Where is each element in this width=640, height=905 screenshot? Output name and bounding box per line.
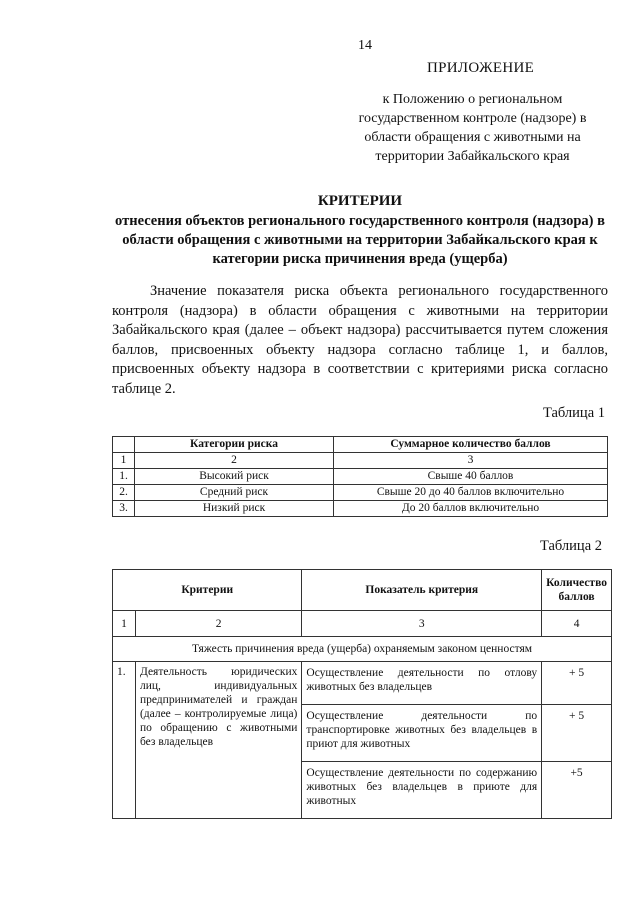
numbering-row: [113, 453, 608, 469]
table-cell: Свыше 40 баллов: [334, 469, 608, 485]
table-cell: До 20 баллов включительно: [334, 501, 608, 517]
table-cell: 1: [113, 453, 135, 469]
table1-caption: Таблица 1: [542, 405, 605, 421]
table-row: [113, 662, 612, 705]
header-cell: Критерии: [113, 570, 302, 611]
points-cell: +5: [542, 762, 612, 819]
table-header-row: [113, 437, 608, 453]
section-cell: Тяжесть причинения вреда (ущерба) охраняемым законом ценностям: [113, 637, 612, 662]
table2-caption: Таблица 2: [539, 538, 602, 554]
table-row: [113, 469, 608, 485]
points-cell: + 5: [542, 705, 612, 762]
indicator-cell: Осуществление деятельности по отлову животных без владельцев: [302, 662, 542, 705]
header-cell: Категории риска: [135, 437, 334, 453]
table-cell: 1.: [113, 469, 135, 485]
numbering-row: [113, 611, 612, 637]
row-number-cell: 1.: [113, 662, 136, 819]
header-cell: [113, 437, 135, 453]
table-cell: 4: [542, 611, 612, 637]
table-cell: 3.: [113, 501, 135, 517]
table-cell: Низкий риск: [135, 501, 334, 517]
table-cell: 2: [135, 611, 301, 637]
table-cell: 3: [334, 453, 608, 469]
table-row: [113, 501, 608, 517]
indicator-cell: Осуществление деятельности по содержанию животных без владельцев в приюте для животных: [302, 762, 542, 819]
criteria-subtitle: отнесения объектов регионального государственного контроля (надзора) в области обращения с животными на территории Забайкальского края к категории риска причинения вреда (ущерба): [115, 213, 605, 267]
criteria-title: КРИТЕРИИ: [317, 193, 403, 209]
table-header-row: [113, 570, 612, 611]
table-cell: Высокий риск: [135, 469, 334, 485]
table-cell: 2: [135, 453, 334, 469]
page-number: 14: [358, 38, 372, 53]
indicator-cell: Осуществление деятельности по транспортировке животных без владельцев в приют для животных: [302, 705, 542, 762]
header-cell: Суммарное количество баллов: [334, 437, 608, 453]
table-row: [113, 485, 608, 501]
table-cell: Свыше 20 до 40 баллов включительно: [334, 485, 608, 501]
header-cell: Показатель критерия: [302, 570, 542, 611]
section-row: [113, 637, 612, 662]
table-cell: Средний риск: [135, 485, 334, 501]
appendix-title: ПРИЛОЖЕНИЕ: [427, 60, 535, 76]
risk-criteria-table: [112, 569, 612, 819]
points-cell: + 5: [542, 662, 612, 705]
table-cell: 2.: [113, 485, 135, 501]
table-cell: 3: [302, 611, 542, 637]
header-cell: Количество баллов: [542, 570, 612, 611]
table-cell: 1: [113, 611, 136, 637]
risk-category-table: [112, 436, 608, 517]
intro-paragraph: Значение показателя риска объекта регионального государственного контроля (надзора) в области обращения с животными на территории Забайкальского края (далее – объект надзора) рассчитывается путем сложения баллов, присвоенных объекту надзора согласно таблице 1, и баллов, присвоенных объекту надзора в соответствии с критериями риска согласно таблице 2.: [112, 283, 608, 397]
appendix-text: к Положению о региональном государственном контроле (надзоре) в области обращения с животными на территории Забайкальского края: [358, 92, 587, 164]
criterion-cell: Деятельность юридических лиц, индивидуальных предпринимателей и граждан (далее – контролируемые лица) по обращению с животными без владельцев: [135, 662, 301, 819]
